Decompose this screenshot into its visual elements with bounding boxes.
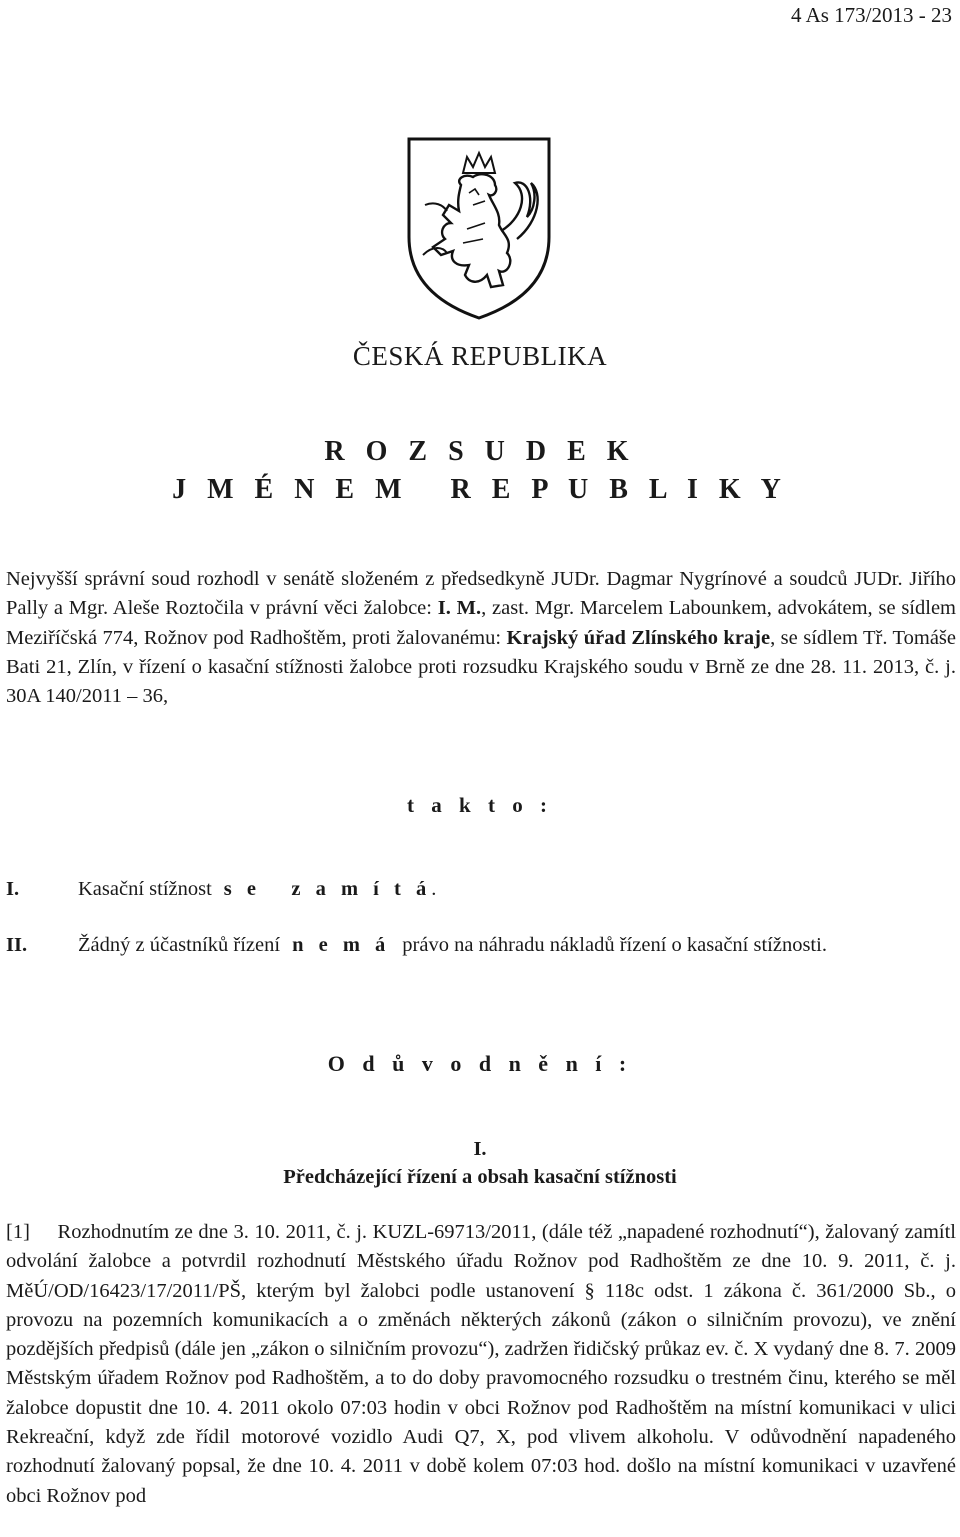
verdict-number: I.: [6, 878, 20, 900]
section-title: Předcházející řízení a obsah kasační stížnosti: [283, 1166, 677, 1188]
czech-lion-emblem-icon: [403, 135, 555, 321]
reasoning-heading: O d ů v o d n ě n í :: [327, 1051, 633, 1076]
verdict-number: II.: [6, 934, 28, 956]
case-reference: 4 As 173/2013 - 23: [790, 3, 952, 27]
intro-paragraph: Nejvyšší správní soud rozhodl v senátě složeném z předsedkyně JUDr. Dagmar Nygrínové a soudců JUDr. Jiřího Pally a Mgr. Aleše Roztočila v právní věci žalobce: I. M., zast. Mgr. Marcelem Labounkem, advokátem, se sídlem Meziříčská 774, Rožnov pod Radhoštěm, proti žalovanému: Krajský úřad Zlínského kraje, se sídlem Tř. Tomáše Bati 21, Zlín, v řízení o kasační stížnosti žalobce proti rozsudku Krajského soudu v Brně ze dne 28. 11. 2013, č. j. 30A 140/2011 – 36,: [6, 568, 957, 708]
verdict-item-2: II. Žádný z účastníků řízení n e m á právo na náhradu nákladů řízení o kasační stížnosti.: [6, 934, 827, 956]
republic-heading: ČESKÁ REPUBLIKA: [352, 341, 608, 371]
judgment-subtitle: J M É N E M R E P U B L I K Y: [172, 474, 788, 505]
takto-heading: t a k t o :: [407, 793, 553, 817]
paragraph-1: [1] Rozhodnutím ze dne 3. 10. 2011, č. j. KUZL-69713/2011, (dále též „napadené rozhodnutí“), žalovaný zamítl odvolání žalobce a potvrdil rozhodnutí Městského úřadu Rožnov pod Radhoštěm ze dne 10. 9. 2011, č. j. MěÚ/OD/16423/17/2011/PŠ, kterým byl žalobci podle ustanovení § 118c odst. 1 zákona č. 361/2000 Sb., o provozu na pozemních komunikacích a o změnách některých zákonů (zákon o silničním provozu), ve znění pozdějších předpisů (dále jen „zákon o silničním provozu“), zadržen řidičský průkaz ev. č. X vydaný dne 8. 7. 2009 Městským úřadem Rožnov pod Radhoštěm, a to do doby pravomocného rozsudku o trestném činu, kterého se měl žalobce dopustit dne 10. 4. 2011 okolo 07:03 hodin v obci Rožnov pod Radhoštěm na místní komunikaci v ulici Rekreační, když zde řídil motorové vozidlo Audi Q7, X, pod vlivem alkoholu. V odůvodnění napadeného rozhodnutí žalovaný popsal, že dne 10. 4. 2011 v době kolem 07:03 hod. došlo na místní komunikaci v uzavřené obci Rožnov pod: [6, 1221, 956, 1507]
verdict-item-1: I. Kasační stížnost s e z a m í t á.: [6, 878, 437, 900]
plaintiff-name: I. M.: [437, 597, 482, 620]
section-number: I.: [473, 1138, 487, 1160]
defendant-name: Krajský úřad Zlínského kraje: [506, 626, 771, 649]
judgment-title: R O Z S U D E K: [324, 436, 636, 467]
